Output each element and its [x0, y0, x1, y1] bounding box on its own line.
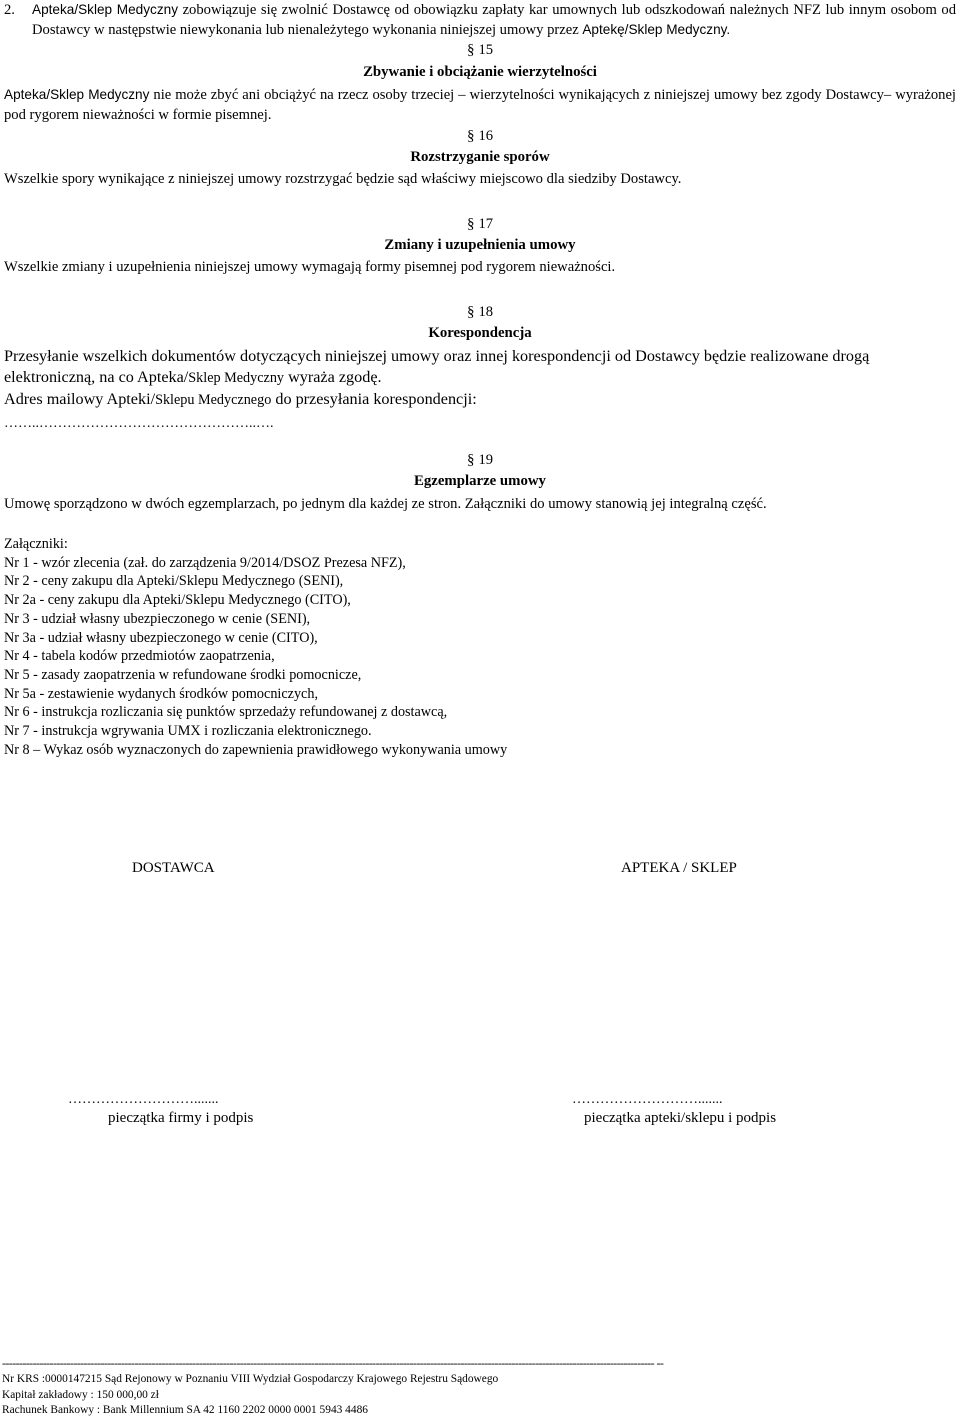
section-text: nie może zbyć ani obciążyć na rzecz osoby trzeciej – wierzytelności wynikających z niniejszej umowy bez zgody Dostawcy– wyrażonej pod rygorem nieważności w formie pisemnej. — [4, 87, 956, 123]
section-17-number — [0, 216, 960, 233]
section-15-title: Zbywanie i obciążanie wierzytelności — [363, 64, 597, 80]
list-item: Nr 2 - ceny zakupu dla Apteki/Sklepu Medycznego (SENI), — [4, 573, 344, 590]
section-18-text-2: Adres mailowy Apteki/Sklepu Medycznego do przesyłania korespondencji: — [4, 390, 477, 408]
section-15-body — [4, 85, 956, 125]
section-symbol: § — [466, 42, 475, 58]
company-name: Apteka/Sklep Medyczny — [4, 87, 150, 102]
paragraph-text: zobowiązuje się zwolnić Dostawcę od obowiązku zapłaty kar umownych lub odszkodowań należnych NFZ lub innym osobom od Dostawcy w następstwie niewykonania lub nienależytego wykonania niniejszej umowy przez — [32, 2, 956, 38]
pharmacy-signature-line: ………………………....... — [572, 1092, 723, 1107]
paragraph-number: 2. — [4, 2, 15, 18]
list-item: Nr 3 - udział własny ubezpieczonego w cenie (SENI), — [4, 610, 311, 627]
section-symbol: § — [466, 216, 475, 232]
section-number: 18 — [478, 304, 494, 320]
section-symbol: § — [466, 304, 475, 320]
company-name: Apteka/Sklep Medyczny — [32, 2, 178, 17]
section-18-text-1: Przesyłanie wszelkich dokumentów dotyczących niniejszej umowy oraz innej korespondencji od Dostawcy będzie realizowane drogą elektroniczną, na co Apteka/Sklep Medyczny wyraża zgodę. — [4, 347, 870, 386]
attachments-heading: Załączniki: — [4, 536, 68, 552]
footer-krs: Nr KRS :0000147215 Sąd Rejonowy w Poznaniu VIII Wydział Gospodarczy Krajowego Rejestru Sądowego — [2, 1373, 499, 1385]
section-number: 16 — [478, 128, 494, 144]
section-17-body: Wszelkie zmiany i uzupełnienia niniejszej umowy wymagają formy pisemnej pod rygorem nieważności. — [4, 259, 616, 275]
section-number: 17 — [478, 216, 494, 232]
section-17-title: Zmiany i uzupełnienia umowy — [384, 237, 576, 253]
section-number: 19 — [478, 452, 494, 468]
section-18-title: Korespondencja — [428, 325, 532, 341]
section-18-number — [0, 304, 960, 321]
footer-capital: Kapitał zakładowy : 150 000,00 zł — [2, 1389, 159, 1401]
section-15-number — [0, 42, 960, 59]
section-19-body: Umowę sporządzono w dwóch egzemplarzach, po jednym dla każdej ze stron. Załączniki do umowy stanowią jej integralną część. — [4, 496, 767, 512]
email-placeholder-dots: ……..………………………………………..…. — [4, 416, 274, 431]
list-item: Nr 4 - tabela kodów przedmiotów zaopatrzenia, — [4, 648, 275, 665]
section-16-number — [0, 128, 960, 145]
pharmacy-label: APTEKA / SKLEP — [621, 860, 737, 876]
list-item: Nr 8 – Wykaz osób wyznaczonych do zapewnienia prawidłowego wykonywania umowy — [4, 741, 508, 758]
footer-separator: ------------------------------------------------------------------------------------------------------------------------------------------------------------------------------------------------ -- — [2, 1356, 664, 1370]
list-item: Nr 7 - instrukcja wgrywania UMX i rozliczania elektronicznego. — [4, 723, 372, 740]
list-item: Nr 5a - zestawienie wydanych środków pomocniczych, — [4, 685, 318, 702]
attachments-list — [4, 535, 507, 759]
section-19-number — [0, 452, 960, 469]
section-16-body: Wszelkie spory wynikające z niniejszej umowy rozstrzygać będzie sąd właściwy miejscowo dla siedziby Dostawcy. — [4, 171, 682, 187]
section-16-title: Rozstrzyganie sporów — [410, 149, 550, 165]
supplier-signature-line: ………………………....... — [68, 1092, 219, 1107]
list-item: Nr 3a - udział własny ubezpieczonego w cenie (CITO), — [4, 629, 318, 646]
section-symbol: § — [466, 128, 475, 144]
list-item: Nr 2a - ceny zakupu dla Apteki/Sklepu Medycznego (CITO), — [4, 592, 351, 609]
list-item: Nr 5 - zasady zaopatrzenia w refundowane środki pomocnicze, — [4, 666, 362, 683]
section-19-title: Egzemplarze umowy — [414, 473, 546, 489]
footer-bank-account: Rachunek Bankowy : Bank Millennium SA 42 1160 2202 0000 0001 5943 4486 — [2, 1404, 368, 1416]
section-symbol: § — [466, 452, 475, 468]
paragraph-tail: Aptekę/Sklep Medyczny. — [582, 22, 731, 37]
supplier-label: DOSTAWCA — [132, 860, 215, 876]
section-number: 15 — [478, 42, 494, 58]
section-18-body — [4, 346, 956, 434]
list-item: Nr 1 - wzór zlecenia (zał. do zarządzenia 9/2014/DSOZ Prezesa NFZ), — [4, 554, 406, 571]
supplier-signature-caption: pieczątka firmy i podpis — [108, 1110, 254, 1126]
paragraph-2 — [4, 0, 956, 40]
list-item: Nr 6 - instrukcja rozliczania się punktów sprzedaży refundowanej z dostawcą, — [4, 704, 448, 721]
pharmacy-signature-caption: pieczątka apteki/sklepu i podpis — [584, 1110, 777, 1126]
